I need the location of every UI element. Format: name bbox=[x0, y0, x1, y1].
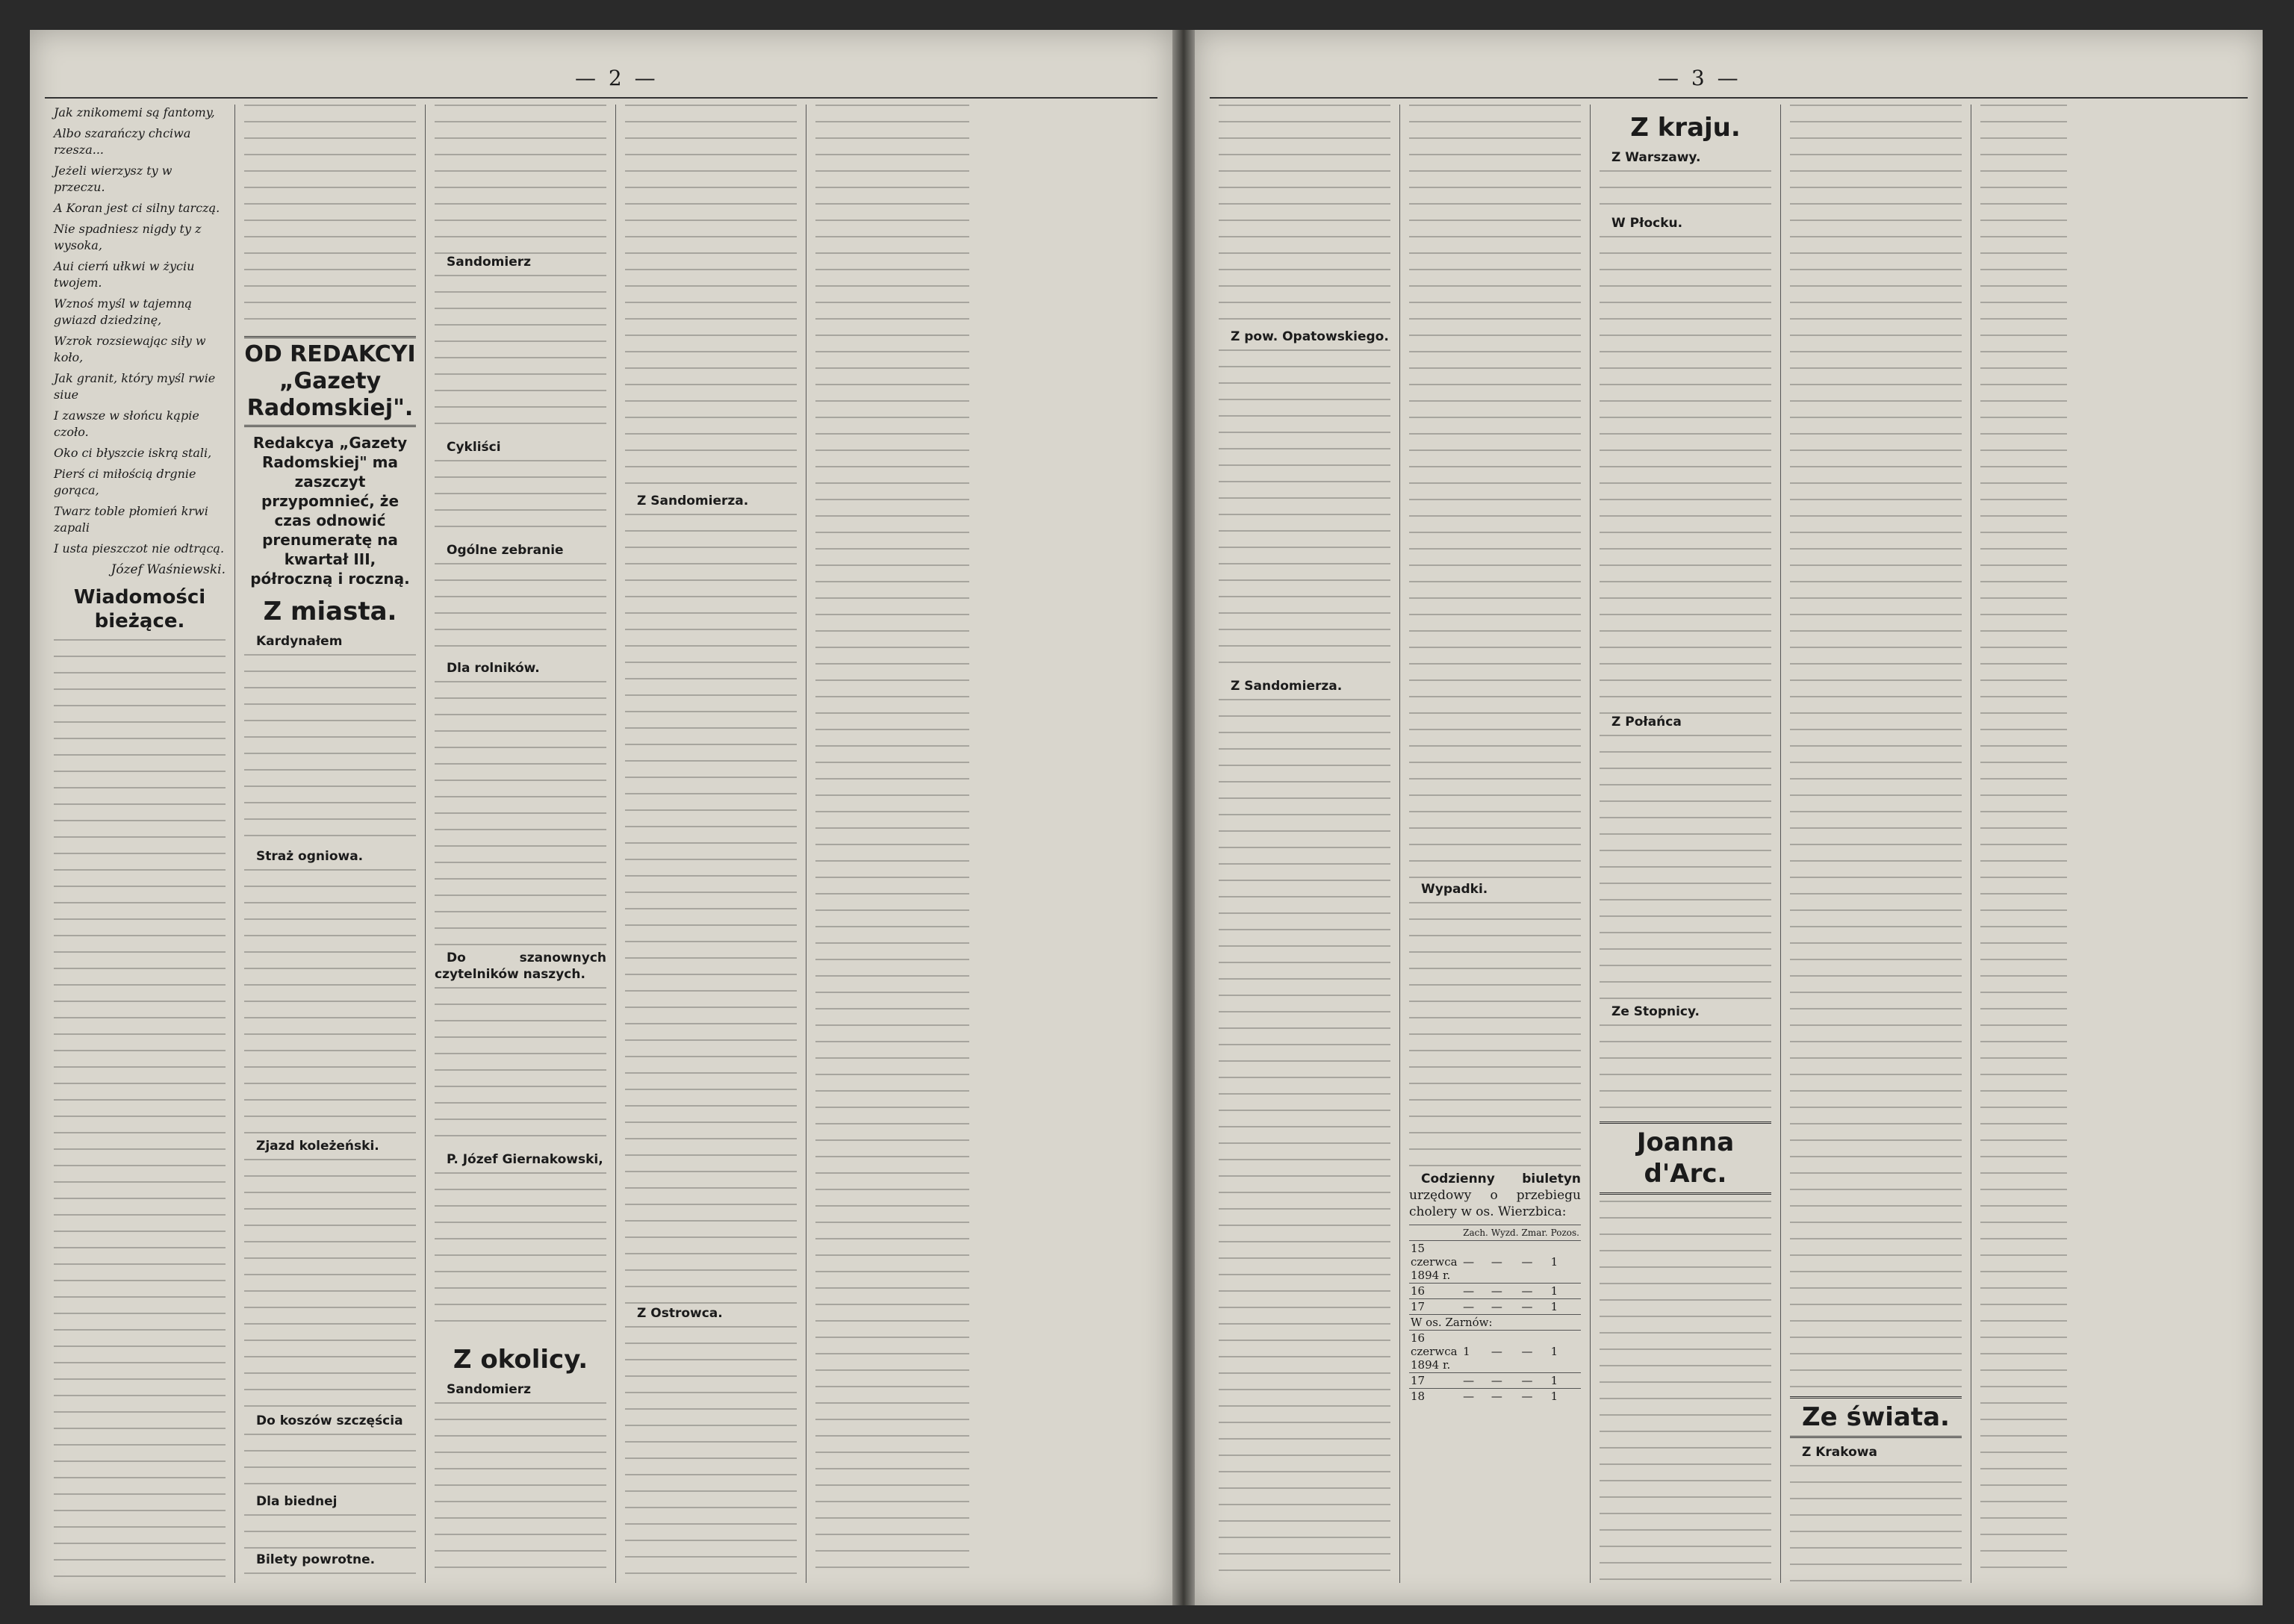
run-title: Zjazd koleżeński. bbox=[256, 1139, 379, 1154]
column-4 bbox=[616, 105, 806, 1583]
page-right bbox=[1195, 30, 2263, 1605]
text-block bbox=[1409, 105, 1581, 881]
poem-signature: Józef Waśniewski. bbox=[111, 562, 226, 577]
table-cell: 18 bbox=[1409, 1389, 1461, 1404]
table-cell: 1 bbox=[1549, 1284, 1581, 1299]
text-block bbox=[435, 681, 606, 950]
table-cell: 16 czerwca 1894 r. bbox=[1409, 1331, 1461, 1373]
table-cell: 1 bbox=[1549, 1299, 1581, 1315]
bulletin-intro-text: urzędowy o przebiegu cholery w os. Wierzbica: bbox=[1409, 1188, 1581, 1219]
run-title: Cykliści bbox=[447, 440, 501, 455]
poem-line: A Koran jest ci silny tarczą. bbox=[54, 201, 220, 215]
text-block bbox=[1219, 349, 1390, 678]
page-number-right: — 3 — bbox=[1658, 66, 1741, 90]
bulletin-table bbox=[1409, 1225, 1581, 1404]
column-7 bbox=[1400, 105, 1591, 1583]
run-title: Bilety powrotne. bbox=[256, 1552, 376, 1567]
table-row bbox=[1409, 1373, 1581, 1389]
run-title: Straż ogniowa. bbox=[256, 849, 364, 864]
top-rule bbox=[1210, 97, 2248, 99]
poem-line: I zawsze w słońcu kąpie czoło. bbox=[54, 408, 199, 439]
table-row bbox=[1409, 1315, 1581, 1331]
page-number-left: — 2 — bbox=[575, 66, 659, 90]
text-block bbox=[435, 1402, 606, 1583]
columns-left bbox=[45, 105, 1157, 1583]
poem bbox=[54, 105, 226, 578]
poem-line: Jak granit, który myśl rwie siue bbox=[54, 371, 216, 402]
table-cell: — bbox=[1490, 1299, 1520, 1315]
heading-redakcja: OD REDAKCYI „Gazety Radomskiej". bbox=[244, 336, 416, 427]
poem-line: Wzrok rozsiewając siły w koło, bbox=[54, 334, 206, 364]
text-block bbox=[244, 654, 416, 848]
table-cell: — bbox=[1490, 1389, 1520, 1404]
text-block bbox=[1600, 1201, 1771, 1583]
heading-news: Wiadomości bieżące. bbox=[73, 586, 206, 632]
column-3 bbox=[426, 105, 616, 1583]
run-title: Z Krakowa bbox=[1802, 1445, 1877, 1460]
run-title: Dla biednej bbox=[256, 1494, 338, 1509]
poem-line: Nie spadniesz nigdy ty z wysoka, bbox=[54, 222, 202, 252]
table-header: Pozos. bbox=[1549, 1225, 1581, 1241]
table-header: Zach. bbox=[1461, 1225, 1490, 1241]
poem-line: Pierś ci miłością drgnie gorąca, bbox=[54, 467, 196, 497]
run-title: Z Warszawy. bbox=[1611, 150, 1701, 165]
table-cell: 1 bbox=[1549, 1373, 1581, 1389]
columns-right bbox=[1210, 105, 2248, 1583]
table-cell: — bbox=[1520, 1331, 1549, 1373]
run-title: Kardynałem bbox=[256, 634, 343, 649]
table-cell: 1 bbox=[1461, 1331, 1490, 1373]
text-block bbox=[1600, 236, 1771, 714]
text-block bbox=[1600, 735, 1771, 1004]
text-block bbox=[244, 1572, 416, 1583]
run-title: W Płocku. bbox=[1611, 216, 1683, 231]
run-title: Dla rolników. bbox=[447, 661, 540, 676]
table-cell: — bbox=[1461, 1284, 1490, 1299]
text-block bbox=[435, 563, 606, 660]
text-block bbox=[1790, 1465, 1962, 1583]
text-block bbox=[244, 1514, 416, 1552]
column-1 bbox=[45, 105, 235, 1583]
column-9 bbox=[1781, 105, 1971, 1583]
column-8 bbox=[1591, 105, 1781, 1583]
heading-okolicy: Z okolicy. bbox=[453, 1345, 588, 1375]
table-cell: — bbox=[1520, 1241, 1549, 1284]
table-row bbox=[1409, 1241, 1581, 1284]
column-2 bbox=[235, 105, 426, 1583]
table-row bbox=[1409, 1284, 1581, 1299]
text-block bbox=[244, 1434, 416, 1493]
column-5 bbox=[806, 105, 978, 1583]
top-rule bbox=[45, 97, 1157, 99]
text-block bbox=[244, 105, 416, 329]
run-title: Sandomierz bbox=[447, 255, 532, 270]
table-cell: W os. Zarnów: bbox=[1409, 1315, 1581, 1331]
run-title: Do koszów szczęścia bbox=[256, 1413, 403, 1428]
table-cell: — bbox=[1490, 1373, 1520, 1389]
table-cell: 15 czerwca 1894 r. bbox=[1409, 1241, 1461, 1284]
table-cell: — bbox=[1461, 1241, 1490, 1284]
page-left bbox=[30, 30, 1172, 1605]
run-title: Do szanownych czytelników naszych. bbox=[435, 951, 606, 982]
poem-line: Wznoś myśl w tajemną gwiazd dziedzinę, bbox=[54, 296, 192, 327]
text-block bbox=[1219, 699, 1390, 1583]
run-title: Ze Stopnicy. bbox=[1611, 1004, 1700, 1019]
redakcja-notice: Redakcya „Gazety Radomskiej" ma zaszczyt przypomnieć, że czas odnowić prenumeratę na kwartał III, półroczną i roczną. bbox=[250, 434, 410, 588]
text-block bbox=[625, 1326, 797, 1583]
text-block bbox=[435, 1172, 606, 1337]
text-block bbox=[625, 105, 797, 493]
text-block bbox=[1600, 1024, 1771, 1114]
table-cell: — bbox=[1520, 1299, 1549, 1315]
poem-line: Oko ci błyszcie iskrą stali, bbox=[54, 446, 212, 460]
poem-line: I usta pieszczot nie odtrącą. bbox=[54, 541, 225, 556]
table-cell: — bbox=[1490, 1331, 1520, 1373]
table-cell: 1 bbox=[1549, 1241, 1581, 1284]
table-cell: 17 bbox=[1409, 1299, 1461, 1315]
text-block bbox=[54, 639, 226, 1583]
text-block bbox=[435, 460, 606, 542]
poem-line: Albo szarańczy chciwa rzesza... bbox=[54, 126, 191, 157]
text-block bbox=[435, 275, 606, 439]
poem-line: Aui cierń ułkwi w życiu twojem. bbox=[54, 259, 195, 290]
table-cell: — bbox=[1520, 1284, 1549, 1299]
poem-line: Jeżeli wierzysz ty w przeczu. bbox=[54, 164, 172, 194]
run-title: Z Sandomierza. bbox=[637, 494, 749, 508]
table-cell: 16 bbox=[1409, 1284, 1461, 1299]
table-header: Wyzd. bbox=[1490, 1225, 1520, 1241]
run-title: Z Ostrowca. bbox=[637, 1306, 723, 1321]
run-title: Sandomierz bbox=[447, 1382, 532, 1397]
text-block bbox=[435, 987, 606, 1151]
text-block bbox=[815, 105, 969, 1583]
table-header: Zmar. bbox=[1520, 1225, 1549, 1241]
text-block bbox=[1790, 105, 1962, 1389]
text-block bbox=[244, 869, 416, 1138]
table-cell: — bbox=[1490, 1241, 1520, 1284]
table-cell: — bbox=[1461, 1389, 1490, 1404]
table-cell: — bbox=[1490, 1284, 1520, 1299]
text-block bbox=[625, 514, 797, 1305]
table-cell: 1 bbox=[1549, 1389, 1581, 1404]
table-row bbox=[1409, 1389, 1581, 1404]
text-block bbox=[244, 1159, 416, 1413]
text-block bbox=[1980, 105, 2067, 1583]
table-cell: — bbox=[1520, 1373, 1549, 1389]
text-block bbox=[1600, 170, 1771, 215]
page-gutter bbox=[1172, 30, 1195, 1605]
column-6 bbox=[1210, 105, 1400, 1583]
run-title: Z Sandomierza. bbox=[1231, 679, 1343, 694]
heading-kraju: Z kraju. bbox=[1630, 113, 1741, 143]
table-cell: — bbox=[1520, 1389, 1549, 1404]
table-row bbox=[1409, 1299, 1581, 1315]
table-header-row bbox=[1409, 1225, 1581, 1241]
run-title: Z pow. Opatowskiego. bbox=[1231, 329, 1389, 344]
table-header bbox=[1409, 1225, 1461, 1241]
table-row bbox=[1409, 1331, 1581, 1373]
bulletin-title: Codzienny biuletyn bbox=[1421, 1172, 1581, 1186]
table-cell: 17 bbox=[1409, 1373, 1461, 1389]
text-block bbox=[1409, 902, 1581, 1171]
column-10 bbox=[1971, 105, 2076, 1583]
run-title: Z Połańca bbox=[1611, 715, 1682, 729]
run-title: P. Józef Giernakowski, bbox=[447, 1152, 603, 1167]
table-cell: — bbox=[1461, 1373, 1490, 1389]
poem-line: Jak znikomemi są fantomy, bbox=[54, 105, 215, 119]
heading-miasta: Z miasta. bbox=[263, 597, 397, 626]
table-cell: 1 bbox=[1549, 1331, 1581, 1373]
run-title: Wypadki. bbox=[1421, 882, 1488, 897]
bulletin-intro bbox=[1409, 1171, 1581, 1220]
table-cell: — bbox=[1461, 1299, 1490, 1315]
text-block bbox=[1219, 105, 1390, 329]
text-block bbox=[435, 105, 606, 254]
heading-joanna: Joanna d'Arc. bbox=[1600, 1121, 1771, 1195]
poem-line: Twarz toble płomień krwi zapali bbox=[54, 504, 208, 535]
heading-swiata: Ze świata. bbox=[1790, 1396, 1962, 1438]
run-title: Ogólne zebranie bbox=[447, 543, 564, 558]
